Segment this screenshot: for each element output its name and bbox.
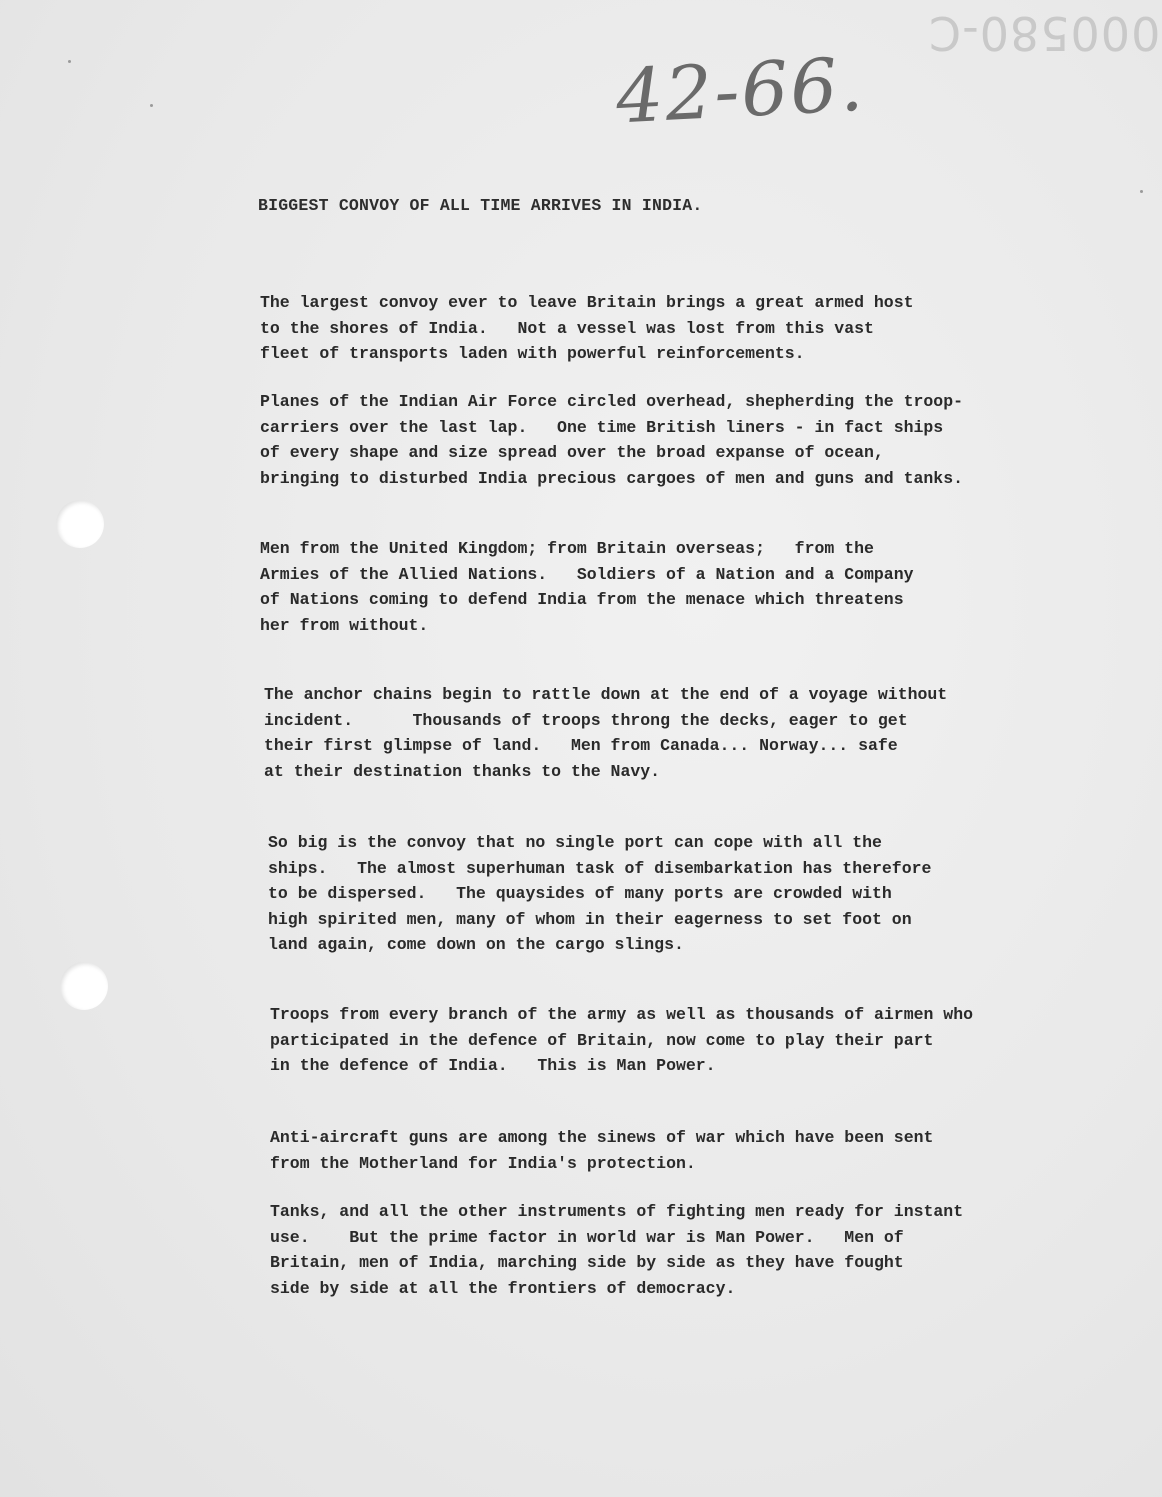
paragraph-line: land again, come down on the cargo slings. [268,935,684,954]
paragraph-line: The largest convoy ever to leave Britain brings a great armed host [260,293,914,312]
paragraph-line: from the Motherland for India's protection. [270,1153,696,1173]
paragraph-8 [270,1199,963,1301]
paragraph-line: to be dispersed. The quaysides of many ports are crowded with [268,884,892,903]
paragraph-line: So big is the convoy that no single port can cope with all the [268,833,882,852]
paragraph-line: fleet of transports laden with powerful reinforcements. [260,344,805,363]
paper-speck [68,60,71,63]
paragraph-6 [270,1002,973,1079]
paragraph-4 [264,682,947,784]
paragraph-line: at their destination thanks to the Navy. [264,761,661,781]
paragraph-line: Anti-aircraft guns are among the sinews of war which have been sent [270,1128,934,1147]
archive-stamp-code: 000580-C [928,6,1161,60]
paragraph-1 [260,290,914,367]
paragraph-line: Planes of the Indian Air Force circled overhead, shepherding the troop- [260,392,964,411]
paragraph-line: participated in the defence of Britain, now come to play their part [270,1030,934,1050]
paper-speck [150,104,153,107]
paragraph-line: side by side at all the frontiers of democracy. [270,1278,736,1298]
paper-speck [1140,190,1143,193]
paragraph-line: Britain, men of India, marching side by side as they have fought [270,1253,904,1272]
paragraph-line: in the defence of India. This is Man Power. [270,1056,716,1075]
paragraph-3 [260,536,914,638]
punch-hole-top [56,500,104,548]
paragraph-line: bringing to disturbed India precious cargoes of men and guns and tanks. [260,468,964,488]
paragraph-line: of Nations coming to defend India from the menace which threatens [260,590,904,609]
paragraph-line: use. But the prime factor in world war is Man Power. Men of [270,1227,904,1247]
punch-hole-bottom [60,962,108,1010]
paragraph-2 [260,389,963,491]
paragraph-line: Tanks, and all the other instruments of fighting men ready for instant [270,1202,964,1221]
handwritten-reference-number: 42-66. [613,41,867,141]
paragraph-line: her from without. [260,615,429,635]
paragraph-line: Men from the United Kingdom; from Britain overseas; from the [260,539,874,558]
paragraph-line: carriers over the last lap. One time British liners - in fact ships [260,417,944,437]
document-headline: BIGGEST CONVOY OF ALL TIME ARRIVES IN INDIA. [258,196,703,215]
paragraph-line: to the shores of India. Not a vessel was lost from this vast [260,318,874,338]
paragraph-line: The anchor chains begin to rattle down at the end of a voyage without [264,685,948,704]
paragraph-line: Troops from every branch of the army as well as thousands of airmen who [270,1005,974,1024]
paragraph-line: high spirited men, many of whom in their eagerness to set foot on [268,909,912,929]
paragraph-line: their first glimpse of land. Men from Canada... Norway... safe [264,736,898,755]
paragraph-7 [270,1125,933,1176]
paragraph-line: Armies of the Allied Nations. Soldiers of a Nation and a Company [260,564,914,584]
paragraph-line: of every shape and size spread over the broad expanse of ocean, [260,443,884,462]
paragraph-line: incident. Thousands of troops throng the decks, eager to get [264,710,908,730]
paragraph-line: ships. The almost superhuman task of disembarkation has therefore [268,858,932,878]
paragraph-5 [268,830,931,958]
